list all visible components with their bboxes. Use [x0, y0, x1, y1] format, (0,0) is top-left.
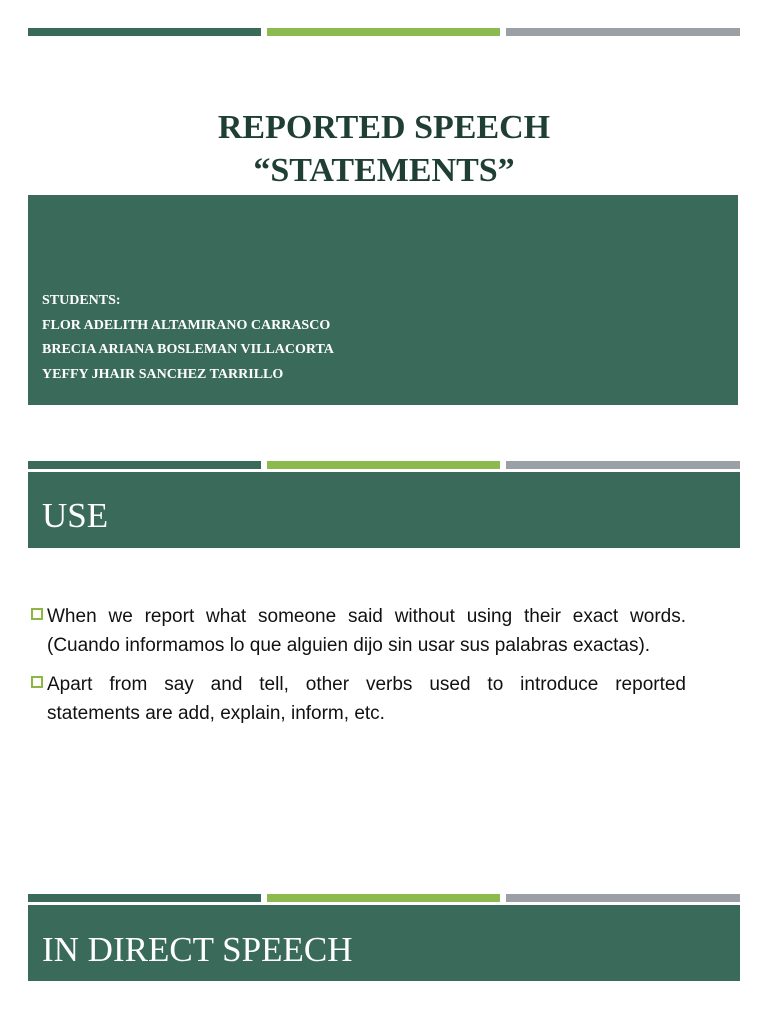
bullet-line: Apart from say and tell, other verbs used to introduce reported: [47, 674, 686, 695]
bullet-line: When we report what someone said without using their exact words.: [47, 606, 686, 627]
accent-bar-gray: [506, 28, 740, 36]
bullet-item: [30, 602, 686, 660]
bullet-item: [30, 670, 686, 728]
student-name: YEFFY JHAIR SANCHEZ TARRILLO: [42, 366, 284, 382]
indirect-speech-heading: IN DIRECT SPEECH: [42, 930, 353, 969]
slide1-title: [0, 106, 768, 192]
bullet-line: (Cuando informamos lo que alguien dijo sin usar sus palabras exactas).: [47, 635, 651, 656]
accent-bar-light-green: [267, 461, 500, 469]
students-label: STUDENTS:: [42, 293, 121, 308]
students-list: [42, 289, 334, 387]
hollow-square-bullet-icon: [31, 608, 43, 620]
use-heading-panel: [28, 472, 740, 548]
accent-bar-gray: [506, 894, 740, 902]
use-heading: USE: [42, 496, 109, 535]
accent-bar-dark-green: [28, 894, 261, 902]
student-name: BRECIA ARIANA BOSLEMAN VILLACORTA: [42, 342, 334, 357]
slide2-accent-bars: [28, 461, 740, 469]
slide3-accent-bars: [28, 894, 740, 902]
slide1-accent-bars: [28, 28, 740, 36]
accent-bar-dark-green: [28, 28, 261, 36]
student-name: FLOR ADELITH ALTAMIRANO CARRASCO: [42, 317, 331, 333]
bullet-line: statements are add, explain, inform, etc.: [47, 703, 385, 724]
hollow-square-bullet-icon: [31, 676, 43, 688]
use-bullet-list: [30, 602, 686, 738]
title-line-2: “STATEMENTS”: [253, 152, 515, 189]
accent-bar-gray: [506, 461, 740, 469]
title-line-1: REPORTED SPEECH: [217, 109, 551, 146]
accent-bar-light-green: [267, 894, 500, 902]
accent-bar-light-green: [267, 28, 500, 36]
accent-bar-dark-green: [28, 461, 261, 469]
